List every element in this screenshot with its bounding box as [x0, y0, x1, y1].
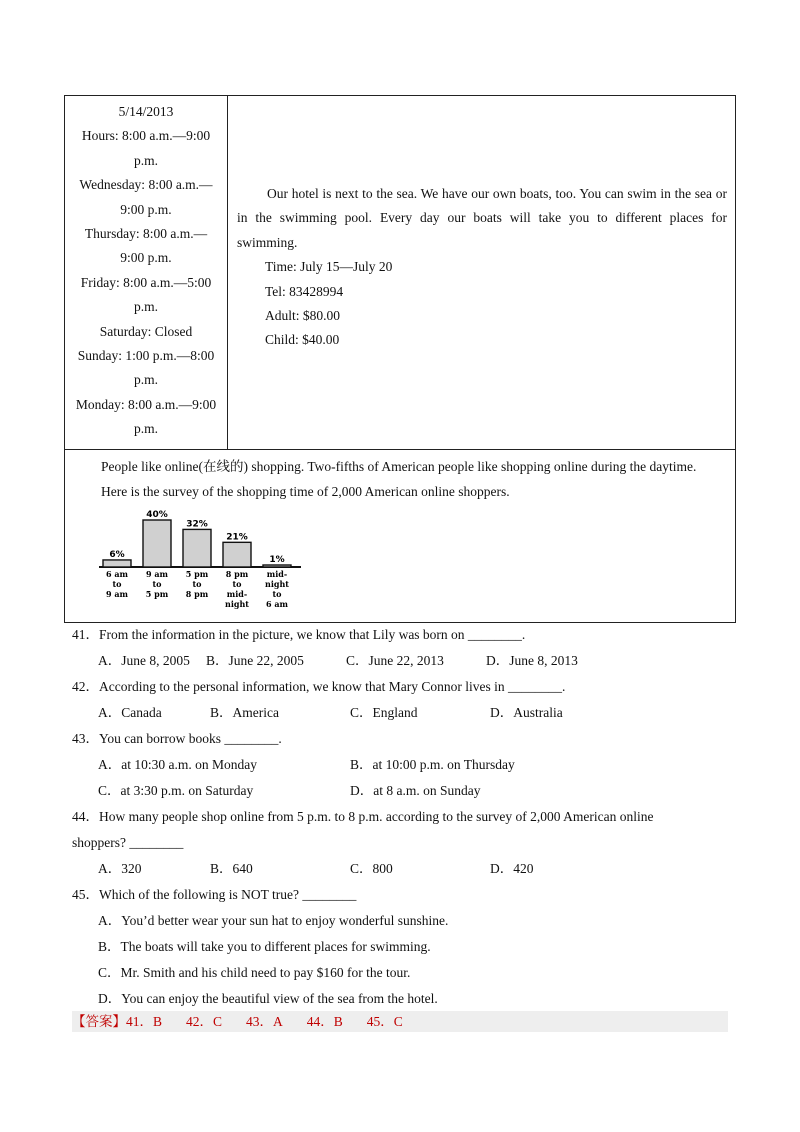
chart-data-label: 21%	[226, 532, 248, 543]
chart-data-label: 6%	[109, 549, 125, 560]
reading-table	[64, 95, 736, 623]
chart-tick-label: 5 pm	[145, 589, 169, 599]
question-42-options	[72, 700, 732, 726]
table-row-top	[65, 96, 735, 450]
chart-data-label: 32%	[186, 519, 208, 530]
chart-data-label: 1%	[269, 555, 285, 565]
option: B．The boats will take you to different places for swimming.	[98, 939, 431, 954]
answer-item: 45．C	[366, 1014, 403, 1029]
question-41-options	[72, 648, 732, 674]
question-45-option-b	[72, 934, 732, 960]
chart-tick-label: 5 pm	[185, 569, 209, 579]
answer-key	[72, 1011, 728, 1032]
chart-tick-label: night	[225, 599, 249, 609]
option: B．at 10:00 p.m. on Thursday	[350, 757, 515, 772]
library-line: Sunday: 1:00 p.m.—8:00	[77, 348, 215, 364]
chart-tick-label: night	[265, 579, 289, 589]
chart-tick-label: 9 am	[106, 589, 128, 599]
library-line: Monday: 8:00 a.m.—9:00	[75, 396, 217, 412]
question-41: 41．From the information in the picture, we know that Lily was born on ________.	[72, 627, 526, 642]
option: C．800	[350, 861, 393, 876]
option: B．640	[210, 861, 253, 876]
library-line: p.m.	[133, 152, 158, 168]
answer-label: 【答案】	[72, 1014, 126, 1029]
option: A．You’d better wear your sun hat to enjoy wonderful sunshine.	[98, 913, 449, 928]
question-44-cont: shoppers? ________	[72, 835, 184, 850]
option: C．at 3:30 p.m. on Saturday	[98, 783, 254, 798]
hotel-tel: Tel: 83428994	[265, 283, 344, 299]
library-line: Hours: 8:00 a.m.—9:00	[81, 128, 211, 144]
option: A．320	[98, 861, 142, 876]
chart-tick-label: 8 pm	[185, 589, 209, 599]
question-42: 42．According to the personal information, we know that Mary Connor lives in ________.	[72, 679, 566, 694]
hotel-paragraph: Our hotel is next to the sea. We have our own boats, too. You can swim in the sea or in the swimming pool. Every day our boats will take you to different places for swimming.	[237, 186, 727, 250]
option: C．June 22, 2013	[346, 653, 444, 668]
library-line: Friday: 8:00 a.m.—5:00	[80, 274, 212, 290]
chart-tick-label: 6 am	[266, 599, 288, 609]
chart-data-label: 40%	[146, 510, 168, 520]
chart-tick-label: to	[112, 579, 122, 589]
chart-bar	[103, 560, 131, 567]
library-line: Wednesday: 8:00 a.m.—	[79, 177, 213, 193]
answer-item: 44．B	[306, 1014, 343, 1029]
table-row-bottom	[65, 450, 735, 622]
option: C．Mr. Smith and his child need to pay $160 for the tour.	[98, 965, 411, 980]
question-44: 44．How many people shop online from 5 p.m. to 8 p.m. according to the survey of 2,000 American online	[72, 809, 654, 824]
library-line: p.m.	[133, 299, 158, 315]
question-45-option-c	[72, 960, 732, 986]
option: A．Canada	[98, 705, 162, 720]
chart-bar	[263, 565, 291, 567]
chart-tick-label: 6 am	[106, 569, 128, 579]
hotel-ad-cell	[237, 182, 727, 353]
option: D．June 8, 2013	[486, 653, 578, 668]
hotel-child-price: Child: $40.00	[265, 332, 340, 348]
question-45: 45．Which of the following is NOT true? ________	[72, 887, 357, 902]
chart-bar	[223, 542, 251, 567]
option: D．420	[490, 861, 534, 876]
library-line: p.m.	[133, 372, 158, 388]
option: B．June 22, 2005	[206, 653, 304, 668]
chart-tick-label: 9 am	[146, 569, 168, 579]
library-date: 5/14/2013	[118, 104, 174, 119]
option: D．Australia	[490, 705, 563, 720]
chart-tick-label: mid-	[226, 589, 248, 599]
option: A．June 8, 2005	[98, 653, 190, 668]
answer-item: 41．B	[126, 1014, 163, 1029]
chart-tick-label: to	[232, 579, 242, 589]
question-43: 43．You can borrow books ________.	[72, 731, 282, 746]
option: C．England	[350, 705, 418, 720]
question-list	[72, 622, 732, 1012]
library-line: Thursday: 8:00 a.m.—	[84, 226, 208, 242]
answer-item: 42．C	[186, 1014, 223, 1029]
chart-bar	[143, 520, 171, 567]
library-line: 9:00 p.m.	[120, 201, 172, 217]
option: D．at 8 a.m. on Sunday	[350, 783, 481, 798]
question-45-option-d	[72, 986, 732, 1012]
option: A．at 10:30 a.m. on Monday	[98, 757, 257, 772]
answer-item: 43．A	[246, 1014, 283, 1029]
shopping-time-bar-chart	[95, 504, 305, 614]
question-43-options	[72, 752, 732, 778]
hotel-adult-price: Adult: $80.00	[265, 308, 341, 324]
chart-tick-label: 8 pm	[225, 569, 249, 579]
library-hours-cell	[65, 96, 228, 449]
question-43-options-2	[72, 778, 732, 804]
chart-tick-label: to	[152, 579, 162, 589]
library-line: Saturday: Closed	[99, 323, 193, 339]
library-line: 9:00 p.m.	[120, 250, 172, 266]
library-line: p.m.	[133, 421, 158, 437]
chart-tick-label: mid-	[266, 569, 288, 579]
question-44-options	[72, 856, 732, 882]
shopping-survey-line: Here is the survey of the shopping time of 2,000 American online shoppers.	[101, 484, 510, 499]
question-45-option-a	[72, 908, 732, 934]
option: B．America	[210, 705, 279, 720]
chart-tick-label: to	[272, 589, 282, 599]
hotel-time: Time: July 15—July 20	[265, 259, 393, 275]
shopping-intro: People like online(在线的) shopping. Two-fifths of American people like shopping online during the daytime.	[101, 459, 697, 474]
chart-bar	[183, 529, 211, 567]
chart-tick-label: to	[192, 579, 202, 589]
option: D．You can enjoy the beautiful view of the sea from the hotel.	[98, 991, 438, 1006]
